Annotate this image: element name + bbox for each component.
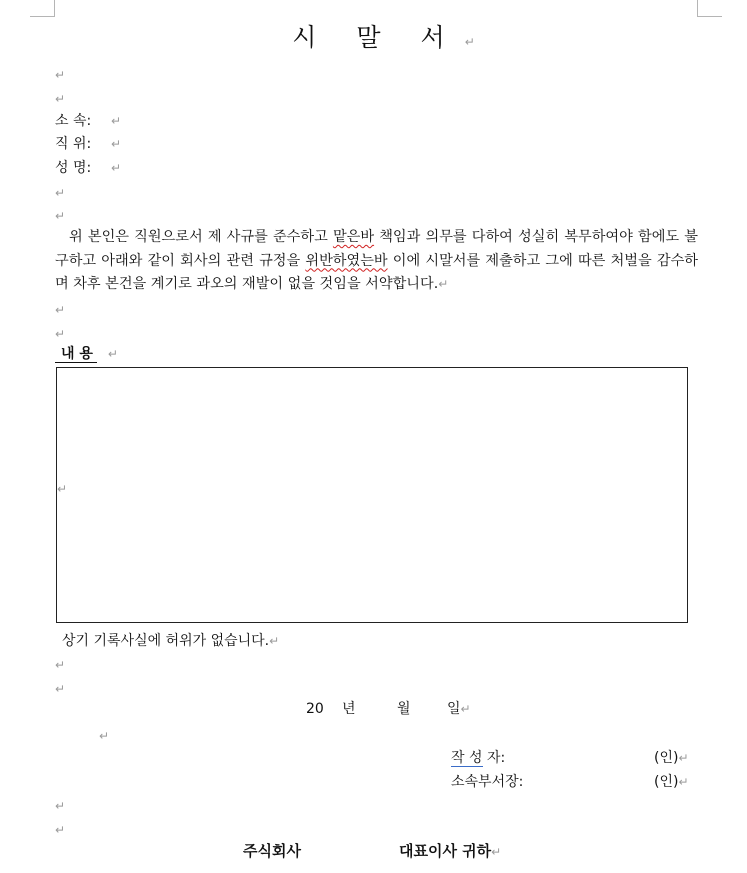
empty-line [55, 88, 65, 107]
paragraph-mark-icon: ↵ [491, 845, 502, 859]
seal-department-head [654, 771, 689, 791]
signature-label-flagged: 작 성 [451, 750, 483, 766]
spellcheck-flagged-word: 위반하였는바 [305, 252, 388, 269]
empty-line [55, 795, 65, 814]
date-month: 월 [397, 701, 411, 717]
paragraph-mark-icon: ↵ [111, 114, 122, 128]
statement-line[interactable] [62, 630, 279, 650]
field-label: 성 명: [55, 160, 92, 176]
empty-line [99, 725, 109, 744]
spellcheck-flagged-word: 맡은바 [332, 229, 375, 245]
paragraph-mark-icon: ↵ [678, 775, 689, 789]
title-char: 서 [420, 23, 445, 52]
date-line[interactable] [306, 698, 471, 718]
paragraph-mark-icon: ↵ [55, 823, 66, 837]
paragraph-mark-icon: ↵ [460, 702, 471, 716]
title-char: 말 [356, 23, 381, 52]
content-heading [55, 343, 118, 363]
paragraph-mark-icon: ↵ [55, 327, 66, 341]
paragraph-mark-icon: ↵ [55, 68, 66, 82]
empty-line [55, 678, 65, 697]
empty-line [55, 819, 65, 838]
paragraph-mark-icon: ↵ [107, 347, 118, 361]
seal-text: (인) [654, 774, 679, 790]
date-year: 년 [342, 701, 356, 717]
recipient-text: 대표이사 귀하 [399, 842, 492, 860]
body-text: 위 본인은 직원으로서 제 사규를 준수하고 [69, 229, 333, 245]
paragraph-mark-icon: ↵ [464, 35, 475, 49]
paragraph-mark-icon: ↵ [99, 729, 110, 743]
content-heading-text: 내 용 [55, 346, 97, 363]
paragraph-mark-icon: ↵ [269, 634, 280, 648]
paragraph-mark-icon: ↵ [55, 658, 66, 672]
content-text-box[interactable] [56, 367, 688, 623]
date-year-prefix: 20 [306, 701, 324, 717]
empty-line [55, 182, 65, 201]
paragraph-mark-icon: ↵ [111, 161, 122, 175]
seal-author [654, 747, 689, 767]
paragraph-mark-icon: ↵ [678, 751, 689, 765]
signature-label [451, 747, 571, 767]
statement-text: 상기 기록사실에 허위가 없습니다. [62, 633, 270, 649]
paragraph-mark-icon: ↵ [111, 137, 122, 151]
paragraph-mark-icon: ↵ [438, 277, 449, 291]
company-name: 주식회사 [243, 842, 301, 860]
field-label: 소 속: [55, 113, 92, 129]
field-affiliation[interactable] [55, 110, 121, 130]
paragraph-mark-icon: ↵ [55, 92, 66, 106]
field-label: 직 위: [55, 136, 92, 152]
paragraph-mark-icon: ↵ [55, 799, 66, 813]
empty-line [55, 205, 65, 224]
title-char: 시 [292, 23, 317, 52]
signature-label: 소속부서장: [451, 774, 524, 790]
paragraph-mark-icon: ↵ [57, 482, 68, 496]
paragraph-mark-icon: ↵ [55, 209, 66, 223]
signature-author[interactable] [451, 747, 571, 767]
signature-label-rest: 자: [482, 750, 506, 766]
empty-line [55, 323, 65, 342]
empty-line [55, 654, 65, 673]
empty-line [55, 299, 65, 318]
seal-text: (인) [654, 750, 679, 766]
document-title [0, 18, 747, 54]
body-text: 이에 시말서를 제출하고 그에 따른 처벌을 감수하며 차후 본건을 계기로 과오의 재발이 없을 것임을 서약합니다. [55, 252, 698, 292]
crop-mark-top-left [30, 0, 55, 17]
empty-line [55, 64, 65, 83]
paragraph-mark-icon: ↵ [55, 682, 66, 696]
paragraph-mark-icon: ↵ [55, 186, 66, 200]
signature-department-head[interactable] [451, 771, 571, 791]
body-paragraph[interactable] [55, 226, 698, 297]
crop-mark-top-right [697, 0, 722, 17]
field-name[interactable] [55, 157, 121, 177]
paragraph-mark-icon: ↵ [55, 303, 66, 317]
body-text: 책임과 의무를 다하여 성실히 복무하여야 함에도 불구하고 아래와 같이 회사의 관련 규정을 [55, 229, 698, 269]
date-day: 일 [447, 701, 461, 717]
field-position[interactable] [55, 133, 121, 153]
recipient [399, 840, 501, 861]
